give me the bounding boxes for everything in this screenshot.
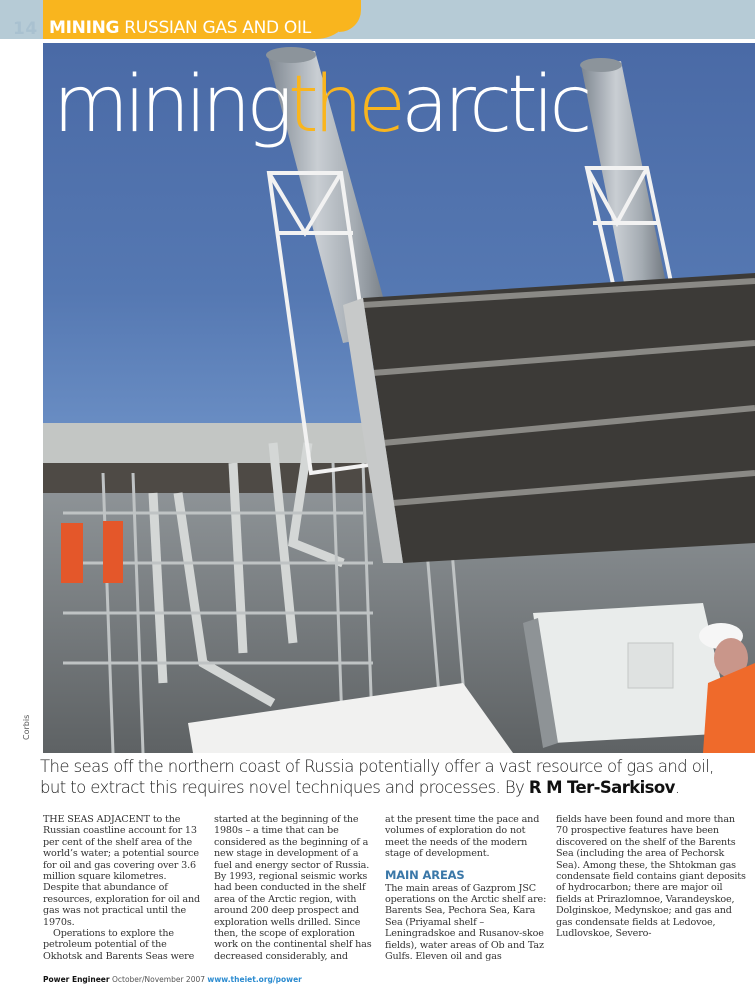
- paragraph: started at the beginning of the 1980s – a time that can be considered as the beginning of a new stage in development of a fuel and energy sector of Russia. By 1993, regional seismic works had been conducted in the shelf area of the Arctic region, with around 200 deep prospect and exploration wells drilled. Since then, the scope of exploration work on the continental shelf has decreased considerably, and: [214, 814, 372, 962]
- standfirst-end: .: [674, 778, 680, 797]
- headline-part-3: arctic: [401, 60, 588, 150]
- publication-url-link[interactable]: www.theiet.org/power: [207, 975, 302, 984]
- paragraph: THE SEAS ADJACENT to the Russian coastline account for 13 per cent of the shelf area of the world’s water; a potential source for oil and gas covering over 3.6 million square kilometres. Despite that abundance of resources, exploration for oil and gas was not practical until the 1970s.: [43, 814, 200, 928]
- body-column-2: [214, 814, 376, 962]
- subsection-label: RUSSIAN GAS AND OIL: [124, 18, 311, 38]
- headline-part-1: mining: [53, 60, 289, 150]
- section-kicker: [49, 18, 311, 38]
- standfirst-line-1: The seas off the northern coast of Russia potentially offer a vast resource of gas and oil,: [40, 757, 714, 776]
- publication-name: Power Engineer: [43, 975, 110, 984]
- standfirst-line-2: but to extract this requires novel techniques and processes. By: [40, 778, 529, 797]
- body-column-3: [385, 814, 547, 962]
- body-column-4: [556, 814, 748, 939]
- paragraph: The main areas of Gazprom JSC operations on the Arctic shelf are: Barents Sea, Pechora Sea, Kara Sea (Priyamal shelf – Leningradskoe and Rusanov-skoe fields), water areas of Ob and Taz Gulfs. Eleven oil and gas: [385, 882, 547, 963]
- page-footer: [43, 975, 302, 984]
- issue-date: October/November 2007: [111, 975, 206, 984]
- paragraph: Operations to explore the petroleum potential of the Okhotsk and Barents Seas were: [43, 928, 195, 962]
- page-number: 14: [13, 19, 38, 39]
- headline-part-2-accent: the: [288, 60, 402, 150]
- paragraph: fields have been found and more than 70 prospective features have been discovered on the shelf of the Barents Sea (including the area of Pechorsk Sea). Among these, the Shtokman gas condensate field contains giant deposits of hydrocarbon; there are major oil fields at Prirazlomnoe, Varandeyskoe, Dolginskoe, Medynskoe; and gas and gas condensate fields at Ledovoe, Ludlovskoe, Severo-: [556, 814, 746, 940]
- photo-credit: Corbis: [22, 714, 31, 740]
- author-byline: R M Ter-Sarkisov: [528, 778, 675, 797]
- standfirst: [40, 756, 740, 798]
- paragraph: at the present time the pace and volumes of exploration do not meet the needs of the modern stage of development.: [385, 814, 540, 860]
- subheading-main-areas: MAIN AREAS: [385, 867, 465, 882]
- article-body: [43, 814, 755, 966]
- body-column-1: [43, 814, 205, 962]
- section-label: MINING: [49, 18, 120, 38]
- headline: [53, 60, 587, 150]
